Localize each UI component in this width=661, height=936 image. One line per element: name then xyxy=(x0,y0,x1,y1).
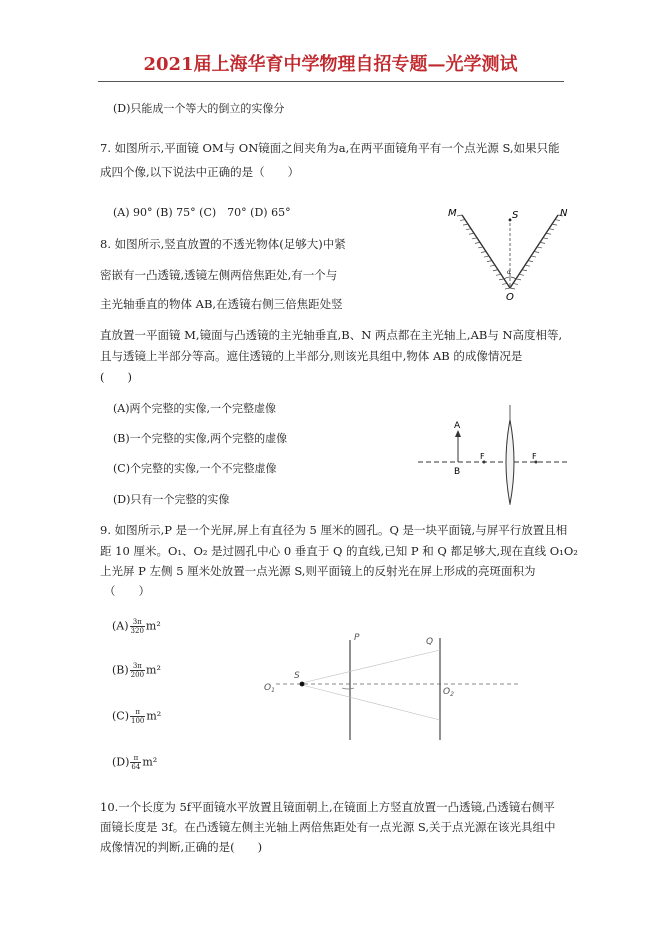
hatch-mark xyxy=(546,233,551,234)
ray-upper xyxy=(302,650,440,683)
q9-option-c xyxy=(112,708,161,725)
label-f-right: F xyxy=(532,452,537,461)
hatch-mark xyxy=(513,283,518,284)
q10-line-1: 10.一个长度为 5f平面镜水平放置且镜面朝上,在镜面上方竖直放置一凸透镜,凸透镜右侧平 xyxy=(100,800,555,814)
label-alpha: α xyxy=(507,269,511,276)
hatch-mark xyxy=(543,238,548,239)
hatch-mark xyxy=(460,220,465,221)
label-q: Q xyxy=(426,637,434,647)
hatch-mark xyxy=(457,215,462,216)
q8-line-4: 直放置一平面镜 M,镜面与凸透镜的主光轴垂直,B、N 两点都在主光轴上,AB与 N高度相等, xyxy=(100,328,563,342)
hatch-mark xyxy=(493,270,498,271)
header-rule xyxy=(98,81,564,82)
page-title: 2021届上海华育中学物理自招专题—光学测试 xyxy=(143,54,518,75)
q9-line-1: 9. 如图所示,P 是一个光屏,屏上有直径为 5 厘米的圆孔。Q 是一块平面镜,与屏平行放置且相 xyxy=(100,523,568,537)
q6-option-d: (D)只能成一个等大的倒立的实像分 xyxy=(113,102,285,115)
q8-option-c: (C)个完整的实像,一个不完整虚像 xyxy=(113,462,277,475)
numerator: 3π xyxy=(130,662,145,671)
hatch-mark xyxy=(555,220,560,221)
q9-line-4: （ ） xyxy=(104,584,150,598)
hatch-mark xyxy=(540,242,545,243)
label-a: A xyxy=(454,421,461,431)
label-o: O xyxy=(506,292,514,303)
q7-figure xyxy=(440,200,590,310)
q10-line-3: 成像情况的判断,正确的是( ) xyxy=(100,840,263,854)
q8-line-5: 且与透镜上半部分等高。遮住透镜的上半部分,则该光具组中,物体 AB 的成像情况是 xyxy=(100,349,523,363)
hatch-mark xyxy=(549,229,554,230)
q8-line-1: 8. 如图所示,竖直放置的不透光物体(足够大)中紧 xyxy=(100,237,346,251)
hatch-mark xyxy=(516,279,521,280)
mirror-hatching xyxy=(457,215,563,289)
hatch-mark xyxy=(463,224,468,225)
label-m: M xyxy=(448,208,457,219)
unit: m² xyxy=(142,755,158,769)
q8-option-b: (B)一个完整的实像,两个完整的虚像 xyxy=(113,432,288,445)
fraction xyxy=(130,708,145,725)
q8-option-a: (A)两个完整的实像,一个完整虚像 xyxy=(113,402,277,415)
label-b: B xyxy=(454,467,461,477)
fraction xyxy=(130,662,145,679)
denominator: 320 xyxy=(130,627,144,635)
hatch-mark xyxy=(519,274,524,275)
hatch-mark xyxy=(525,265,530,266)
q9-figure xyxy=(258,628,530,748)
q7-line-2: 成四个像,以下说法中正确的是（ ） xyxy=(100,165,300,179)
hatch-mark xyxy=(531,256,536,257)
point-source-s xyxy=(509,219,512,222)
object-arrowhead xyxy=(455,430,461,437)
denominator: 100 xyxy=(131,717,145,725)
q8-line-6: ( ) xyxy=(100,370,132,384)
q8-figure xyxy=(418,400,568,510)
q7-options: (A) 90° (B) 75° (C) 70° (D) 65° xyxy=(113,206,291,219)
denominator: 200 xyxy=(130,671,145,679)
q10-line-2: 面镜长度是 3f。在凸透镜左侧主光轴上两倍焦距处有一点光源 S,关于点光源在该光具组中 xyxy=(100,820,556,834)
label-f-left: F xyxy=(480,452,485,461)
hatch-mark xyxy=(522,270,527,271)
point-source-s xyxy=(300,682,305,687)
label-o1: $O_1$ xyxy=(264,683,275,694)
option-label: (B) xyxy=(112,663,129,677)
hatch-mark xyxy=(487,261,492,262)
hatch-mark xyxy=(502,283,507,284)
hatch-mark xyxy=(499,279,504,280)
q9-line-3: 上光屏 P 左侧 5 厘米处放置一点光源 S,则平面镜上的反射光在屏上形成的亮斑面积为 xyxy=(100,564,536,578)
unit: m² xyxy=(146,663,161,677)
q9-option-d xyxy=(112,754,157,771)
label-s: S xyxy=(294,671,300,681)
hole-mark xyxy=(342,688,354,689)
q8-line-2: 密嵌有一凸透镜,透镜左侧两倍焦距处,有一个与 xyxy=(100,268,338,282)
q9-option-a xyxy=(112,618,161,635)
hatch-mark xyxy=(528,261,533,262)
hatch-mark xyxy=(496,274,501,275)
label-p: P xyxy=(354,633,360,643)
q9-line-2: 距 10 厘米。O₁、O₂ 是过圆孔中心 0 垂直于 Q 的直线,已知 P 和 Q 都足够大,现在直线 O₁O₂ xyxy=(100,544,578,558)
hatch-mark xyxy=(469,233,474,234)
hatch-mark xyxy=(534,252,539,253)
unit: m² xyxy=(146,709,162,723)
hatch-mark xyxy=(505,288,510,289)
denominator: 64 xyxy=(131,763,141,771)
option-label: (A) xyxy=(112,619,129,633)
hatch-mark xyxy=(466,229,471,230)
hatch-mark xyxy=(472,238,477,239)
q8-option-d: (D)只有一个完整的实像 xyxy=(113,493,230,506)
convex-lens xyxy=(506,420,514,504)
q9-option-b xyxy=(112,662,161,679)
numerator: 3π xyxy=(130,618,145,627)
hatch-mark xyxy=(552,224,557,225)
hatch-mark xyxy=(490,265,495,266)
option-label: (D) xyxy=(112,755,130,769)
hatch-mark xyxy=(537,247,542,248)
option-label: (C) xyxy=(112,709,129,723)
numerator: π xyxy=(130,754,141,763)
hatch-mark xyxy=(475,242,480,243)
label-s: S xyxy=(512,210,519,221)
label-o2: $O_2$ xyxy=(443,687,454,698)
hatch-mark xyxy=(484,256,489,257)
ray-lower xyxy=(302,685,440,720)
fraction xyxy=(130,618,145,635)
fraction xyxy=(130,754,141,771)
q7-line-1: 7. 如图所示,平面镜 OM与 ON镜面之间夹角为a,在两平面镜角平有一个点光源 S,如果只能 xyxy=(100,141,560,155)
label-n: N xyxy=(560,208,568,219)
numerator: π xyxy=(130,708,145,717)
q8-line-3: 主光轴垂直的物体 AB,在透镜右侧三倍焦距处竖 xyxy=(100,297,343,311)
hatch-mark xyxy=(478,247,483,248)
hatch-mark xyxy=(481,252,486,253)
hatch-mark xyxy=(510,288,515,289)
unit: m² xyxy=(145,619,161,633)
